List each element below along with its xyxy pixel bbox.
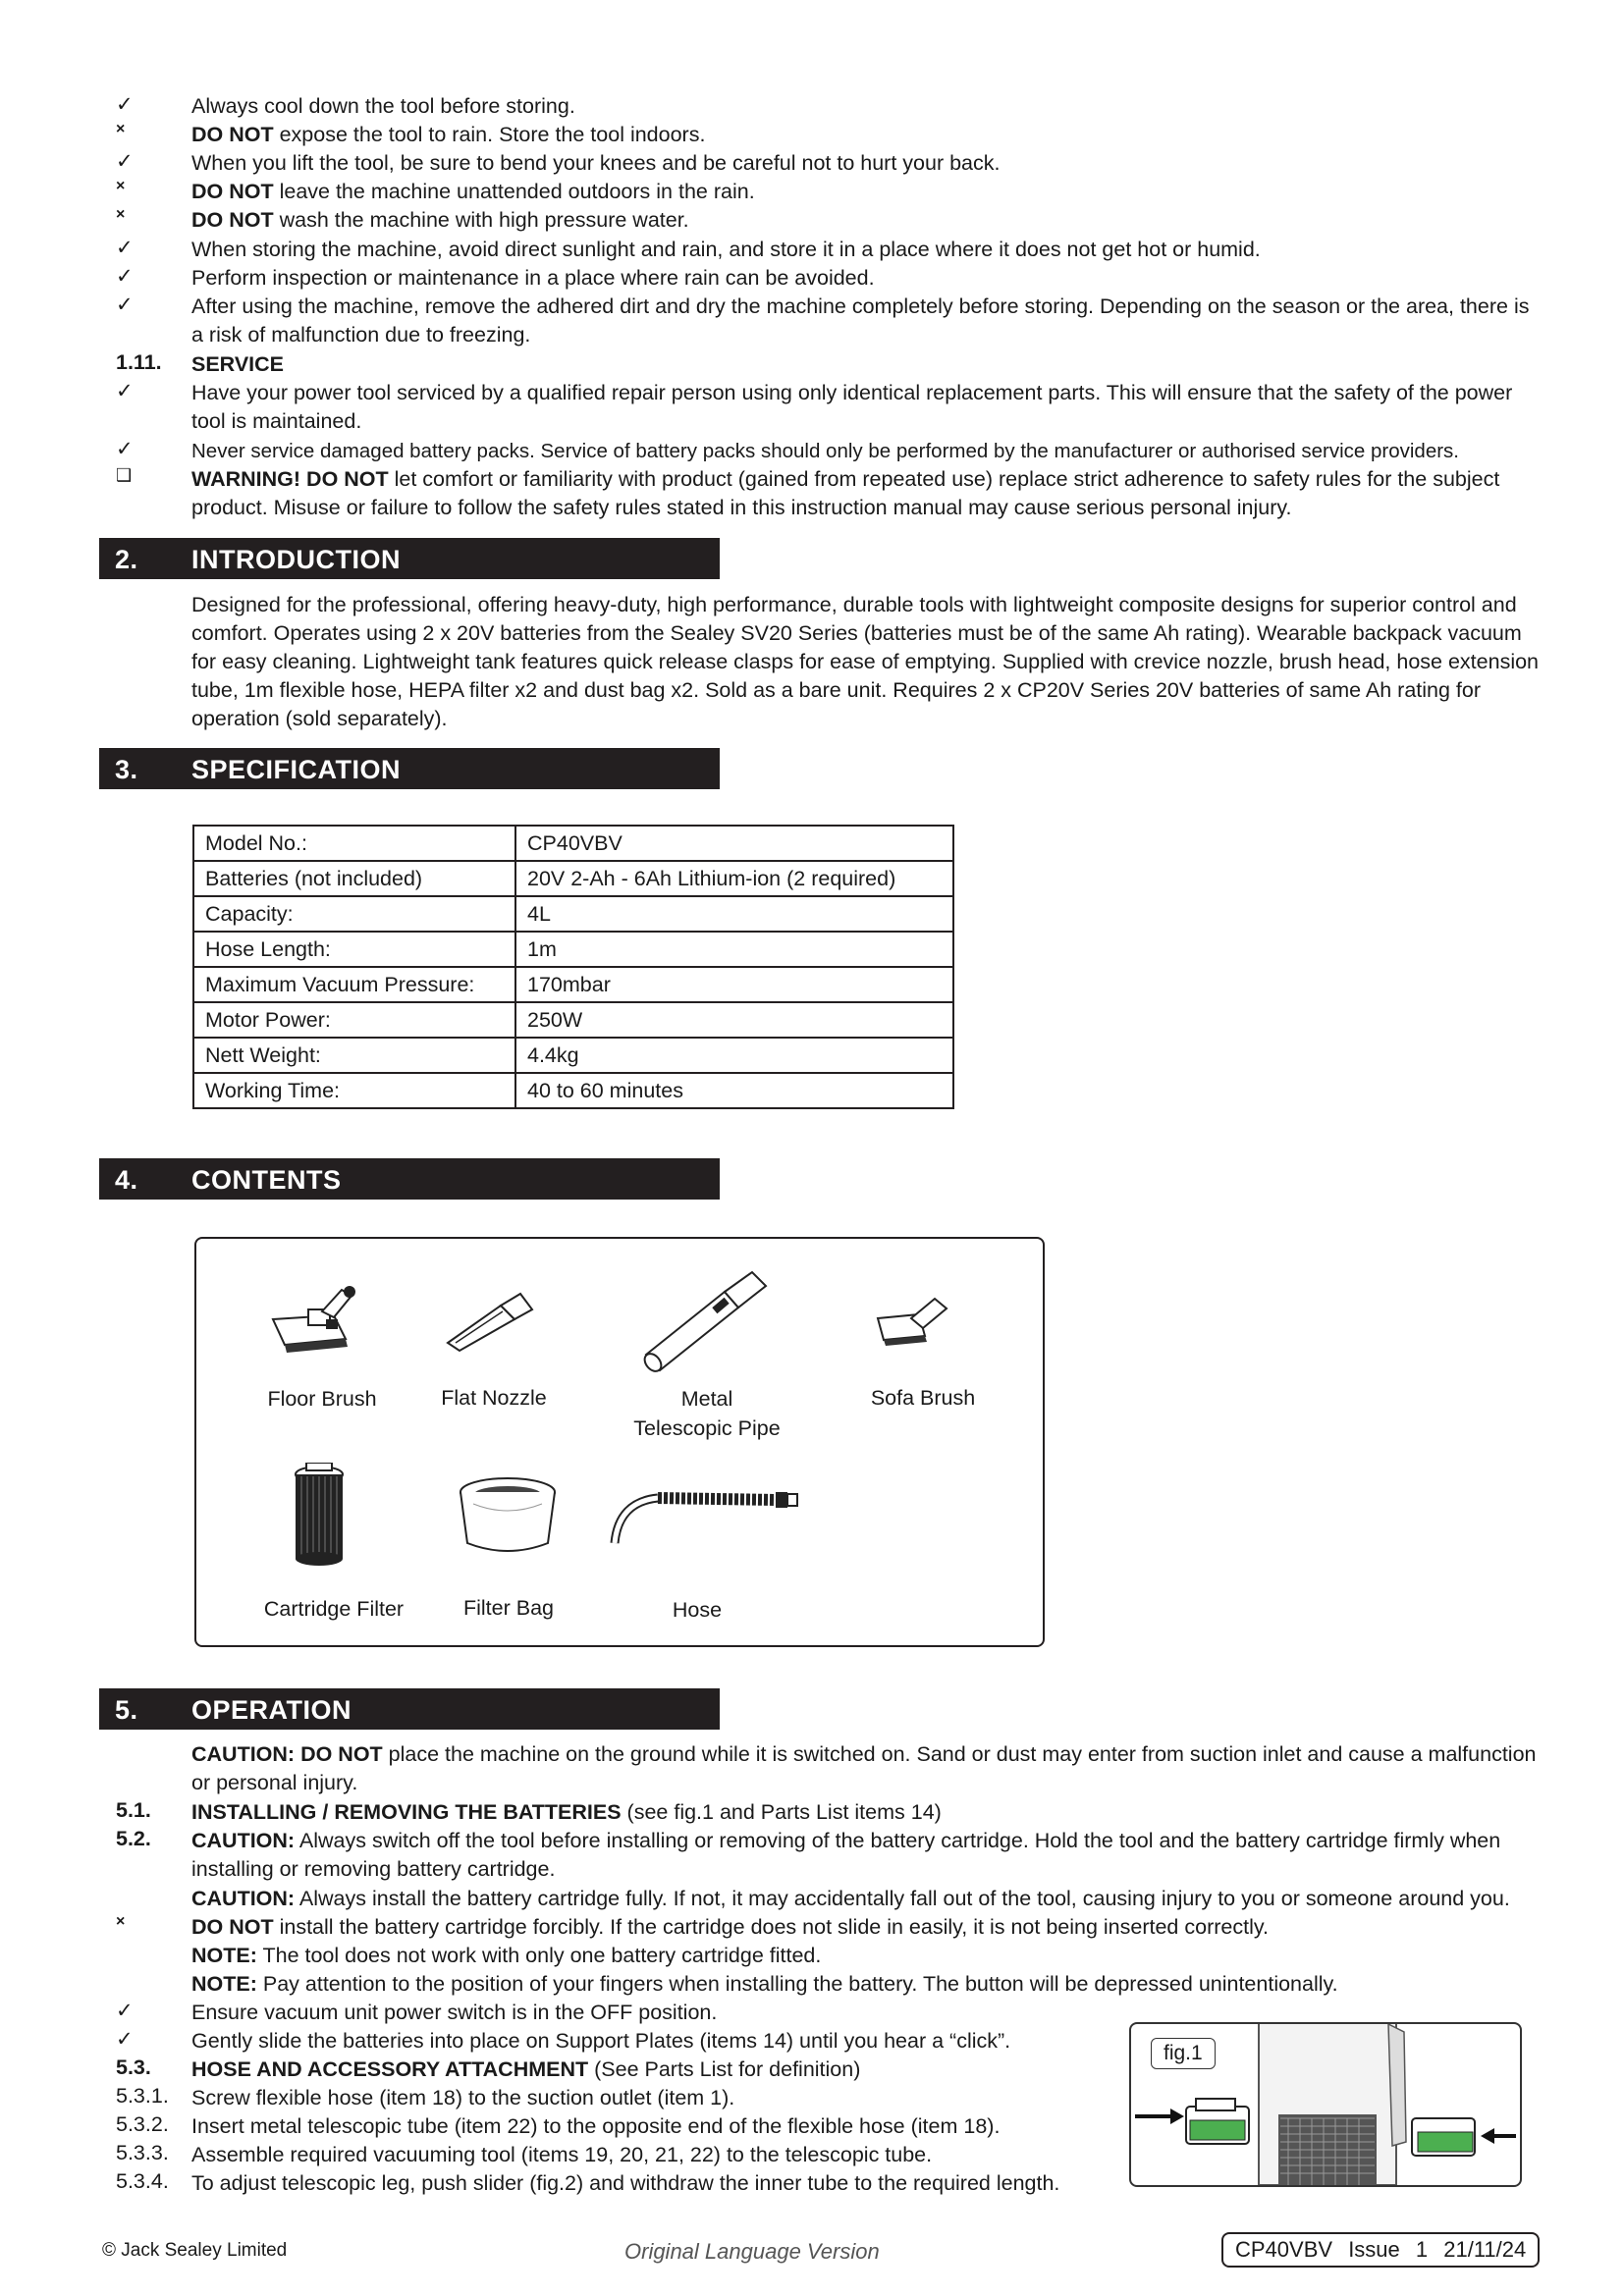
cartridge-filter-icon xyxy=(285,1463,353,1571)
footer-version: Original Language Version xyxy=(624,2239,880,2264)
footer-copyright: © Jack Sealey Limited xyxy=(102,2240,288,2261)
figure-1 xyxy=(1129,2022,1522,2187)
section-bar-specification: 3. SPECIFICATION xyxy=(99,748,720,789)
table-row: Model No.: CP40VBV xyxy=(193,826,953,861)
figure-label: fig.1 xyxy=(1151,2038,1216,2069)
hose-icon xyxy=(609,1482,805,1551)
flat-nozzle-icon xyxy=(442,1286,540,1355)
table-row: Capacity: 4L xyxy=(193,896,953,932)
filter-bag-icon xyxy=(454,1474,562,1563)
table-row: Maximum Vacuum Pressure: 170mbar xyxy=(193,967,953,1002)
contents-label: Floor Brush xyxy=(267,1387,377,1411)
table-row: Working Time: 40 to 60 minutes xyxy=(193,1073,953,1108)
table-row: Motor Power: 250W xyxy=(193,1002,953,1038)
contents-label: Metal Telescopic Pipe xyxy=(633,1387,781,1440)
telescopic-pipe-icon xyxy=(638,1268,776,1376)
contents-box xyxy=(194,1237,1045,1647)
section-bar-operation: 5. OPERATION xyxy=(99,1688,720,1730)
floor-brush-icon xyxy=(265,1280,373,1359)
table-row: Nett Weight: 4.4kg xyxy=(193,1038,953,1073)
contents-label: Cartridge Filter xyxy=(263,1597,405,1621)
contents-label: Sofa Brush xyxy=(870,1386,976,1410)
specification-table xyxy=(192,825,954,1109)
section-bar-contents: 4. CONTENTS xyxy=(99,1158,720,1200)
contents-label: Filter Bag xyxy=(462,1596,554,1620)
section-bar-introduction: 2. INTRODUCTION xyxy=(99,538,720,579)
table-row: Hose Length: 1m xyxy=(193,932,953,967)
contents-label: Hose xyxy=(672,1598,723,1622)
sofa-brush-icon xyxy=(874,1293,962,1352)
contents-label: Flat Nozzle xyxy=(441,1386,547,1410)
table-row: Batteries (not included) 20V 2-Ah - 6Ah Lithium-ion (2 required) xyxy=(193,861,953,896)
footer-model-box: CP40VBV Issue 1 21/11/24 xyxy=(1221,2232,1540,2268)
